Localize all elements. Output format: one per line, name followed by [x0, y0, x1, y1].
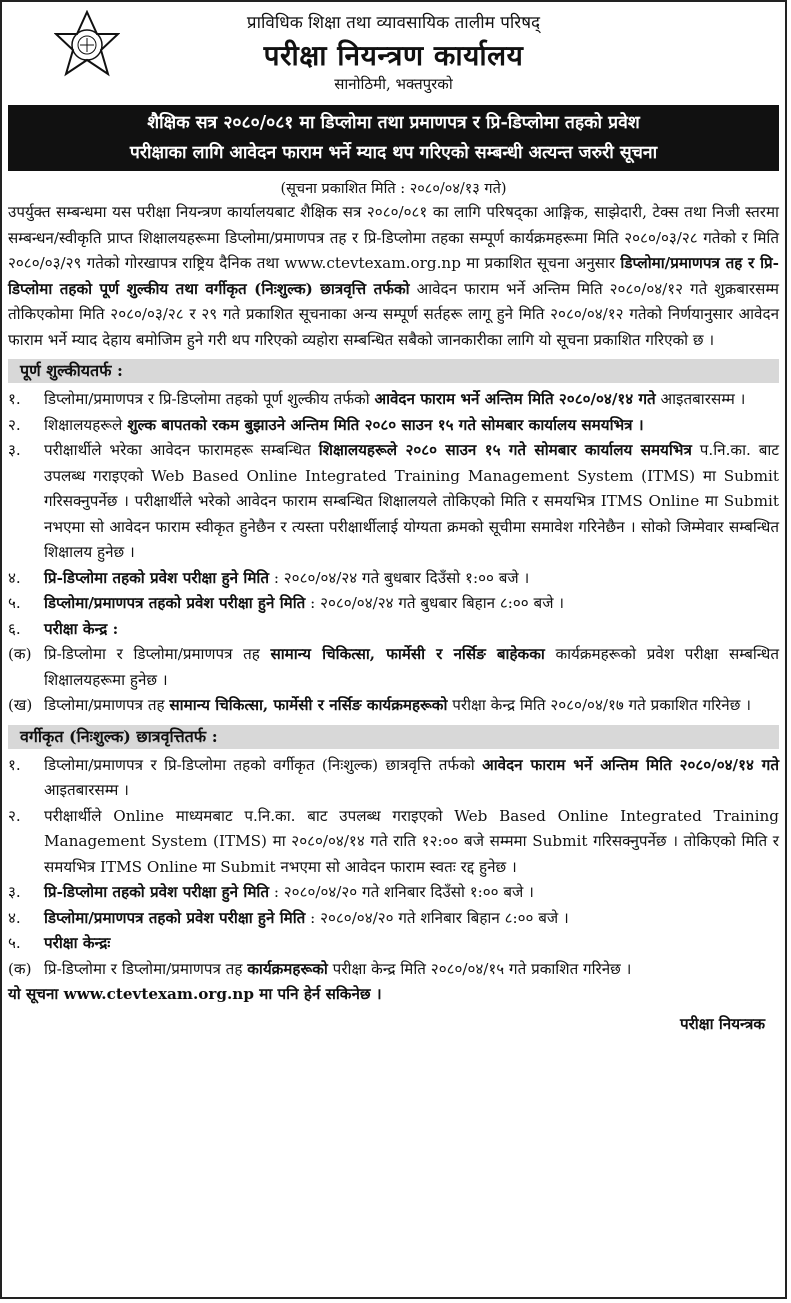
notice-title: [8, 105, 779, 171]
website-note: यो सूचना www.ctevtexam.org.np मा पनि हेर्न सकिनेछ ।: [8, 985, 382, 1003]
item-text: प्रि-डिप्लोमा तहको प्रवेश परीक्षा हुने मिति : २०८०/०४/२४ गते बुधबार दिउँसो १:०० बजे ।: [44, 568, 530, 587]
item-number: २.: [8, 415, 21, 434]
list-item: [8, 931, 779, 957]
item-number: ३.: [8, 883, 21, 901]
item-text: प्रि-डिप्लोमा र डिप्लोमा/प्रमाणपत्र तह सामान्य चिकित्सा, फार्मेसी र नर्सिङ बाहेकका कार्यक्रमहरूको प्रवेश परीक्षा सम्बन्धित शिक्षालयहरूमा हुनेछ ।: [44, 645, 780, 689]
item-number: (क): [8, 645, 32, 663]
item-number: १.: [8, 755, 21, 774]
item-number: (क): [8, 959, 32, 978]
item-text: प्रि-डिप्लोमा र डिप्लोमा/प्रमाणपत्र तह कार्यक्रमहरूको परीक्षा केन्द्र मिति २०८०/०४/१५ गते प्रकाशित गरिनेछ ।: [44, 959, 632, 978]
item-number: ३.: [8, 441, 21, 459]
item-number: १.: [8, 390, 21, 408]
item-text: डिप्लोमा/प्रमाणपत्र र प्रि-डिप्लोमा तहको वर्गीकृत (निःशुल्क) छात्रवृत्ति तर्फको आवेदन फाराम भर्ने अन्तिम मिति २०८०/०४/१४ गते आइतबारसम्म ।: [44, 755, 779, 799]
item-text: परीक्षार्थीले Online माध्यमबाट प.नि.का. बाट उपलब्ध गराइएको Web Based Online Integrated Training Management System (ITMS) मा २०८०/०४/१४ गते राति १२:०० बजे सम्ममा Submit गरिसक्नुपर्नेछ । तोकिएको मिति र समयभित्र ITMS Online मा Submit नभएमा सो आवेदन फाराम स्वतः रद्द हुनेछ ।: [44, 806, 779, 876]
intro-text-rest: आवेदन फाराम भर्ने अन्तिम मिति २०८०/०४/१२ गते शुक्रबारसम्म तोकिएकोमा मिति २०८०/०३/२८ र २९ गते प्रकाशित सूचनाका अन्य सम्पूर्ण सर्तहरू लागू हुने मिति २०८०/०४/१२ गतेको निर्णयानुसार आवेदन फाराम भर्ने म्याद देहाय बमोजिम हुने गरी थप गरिएको व्यहोरा सम्बन्धित सबैको जानकारीका लागि यो सूचना प्रकाशित गरिएको छ ।: [8, 279, 779, 349]
list-item: [8, 642, 779, 693]
signature: परीक्षा नियन्त्रक: [679, 1014, 765, 1033]
item-number: ४.: [8, 568, 21, 587]
list-item: [8, 438, 779, 566]
item-number: ४.: [8, 908, 21, 927]
item-text: डिप्लोमा/प्रमाणपत्र र प्रि-डिप्लोमा तहको पूर्ण शुल्कीय तर्फको आवेदन फाराम भर्ने अन्तिम मिति २०८०/०४/१४ गते आइतबारसम्म ।: [44, 390, 746, 408]
item-text: डिप्लोमा/प्रमाणपत्र तहको प्रवेश परीक्षा हुने मिति : २०८०/०४/२० गते शनिबार बिहान ८:०० बजे ।: [44, 908, 569, 927]
item-text: शिक्षालयहरूले शुल्क बापतको रकम बुझाउने अन्तिम मिति २०८० साउन १५ गते सोमबार कार्यालय समयभित्र ।: [44, 415, 644, 434]
item-number: २.: [8, 806, 21, 825]
office-address: सानोठिमी, भक्तपुरको: [334, 75, 453, 93]
list-item: [8, 617, 779, 643]
item-text: डिप्लोमा/प्रमाणपत्र तहको प्रवेश परीक्षा हुने मिति : २०८०/०४/२४ गते बुधबार बिहान ८:०० बजे ।: [44, 594, 565, 612]
item-number: ५.: [8, 594, 21, 612]
notice-header: [2, 2, 785, 102]
item-number: (ख): [8, 696, 33, 714]
item-text: परीक्षार्थीले भरेका आवेदन फारामहरू सम्बन्धित शिक्षालयहरूले २०८० साउन १५ गते सोमबार कार्यालय समयभित्र प.नि.का. बाट उपलब्ध गराइएको Web Based Online Integrated Training Management System (ITMS) मा Submit गरिसक्नुपर्नेछ । परीक्षार्थीले भरेको आवेदन फाराम सम्बन्धित शिक्षालयले तोकिएको मिति र समयभित्र ITMS Online मा Submit नभएमा सो आवेदन फाराम स्वीकृत हुनेछैन र त्यस्ता परीक्षार्थीलाई योग्यता क्रमको सूचीमा समावेश गरिनेछैन । सोको जिम्मेवार सम्बन्धित शिक्षालय हुनेछ ।: [44, 441, 779, 561]
list-item: [8, 693, 779, 719]
item-text: परीक्षा केन्द्रः: [44, 934, 111, 952]
list-item: [8, 387, 779, 413]
list-item: [8, 804, 779, 881]
office-name: परीक्षा नियन्त्रण कार्यालय: [263, 39, 524, 72]
item-text: परीक्षा केन्द्र :: [44, 619, 119, 638]
item-number: ५.: [8, 934, 21, 952]
section-heading-scholarship: वर्गीकृत (निःशुल्क) छात्रवृत्तितर्फ :: [8, 725, 779, 749]
notice-title-line2: परीक्षाका लागि आवेदन फाराम भर्ने म्याद थप गरिएको सम्बन्धी अत्यन्त जरुरी सूचना: [129, 143, 658, 163]
list-item: [8, 413, 779, 439]
publish-date: (सूचना प्रकाशित मिति : २०८०/०४/१३ गते): [280, 181, 507, 197]
section-heading-full-fee: पूर्ण शुल्कीयतर्फ :: [8, 359, 779, 383]
list-item: [8, 906, 779, 932]
intro-highlight: डिप्लोमा/प्रमाणपत्र तह र प्रि-डिप्लोमा तहको पूर्ण शुल्कीय तथा वर्गीकृत (निःशुल्क) छात्रवृत्ति तर्फको: [8, 254, 779, 298]
list-item: [8, 880, 779, 906]
list-item: [8, 957, 779, 983]
item-number: ६.: [8, 619, 21, 638]
notice-body: [8, 200, 779, 1037]
item-text: प्रि-डिप्लोमा तहको प्रवेश परीक्षा हुने मिति : २०८०/०४/२० गते शनिबार दिउँसो १:०० बजे ।: [44, 883, 534, 901]
list-item: [8, 591, 779, 617]
intro-text: उपर्युक्त सम्बन्धमा यस परीक्षा नियन्त्रण कार्यालयबाट शैक्षिक सत्र २०८०/०८१ का लागि परिषद्का आङ्गिक, साझेदारी, टेक्स तथा निजी स्तरमा सम्बन्धन/स्वीकृति प्राप्त शिक्षालयहरूमा डिप्लोमा/प्रमाणपत्र तह र प्रि-डिप्लोमा तहका सम्पूर्ण कार्यक्रमहरूमा मिति २०८०/०३/२८ गतेको र मिति २०८०/०३/२९ गतेको गोरखापत्र राष्ट्रिय दैनिक तथा www.ctevtexam.org.np मा प्रकाशित सूचना अनुसार: [8, 203, 779, 272]
organization-name: प्राविधिक शिक्षा तथा व्यावसायिक तालीम परिषद्: [246, 13, 541, 33]
item-text: डिप्लोमा/प्रमाणपत्र तह सामान्य चिकित्सा, फार्मेसी र नर्सिङ कार्यक्रमहरूको परीक्षा केन्द्र मिति २०८०/०४/१७ गते प्रकाशित गरिनेछ ।: [44, 696, 751, 714]
intro-paragraph: [8, 200, 779, 353]
list-item: [8, 566, 779, 592]
notice-title-line1: शैक्षिक सत्र २०८०/०८१ मा डिप्लोमा तथा प्रमाणपत्र र प्रि-डिप्लोमा तहको प्रवेश: [147, 113, 640, 133]
list-item: [8, 753, 779, 804]
